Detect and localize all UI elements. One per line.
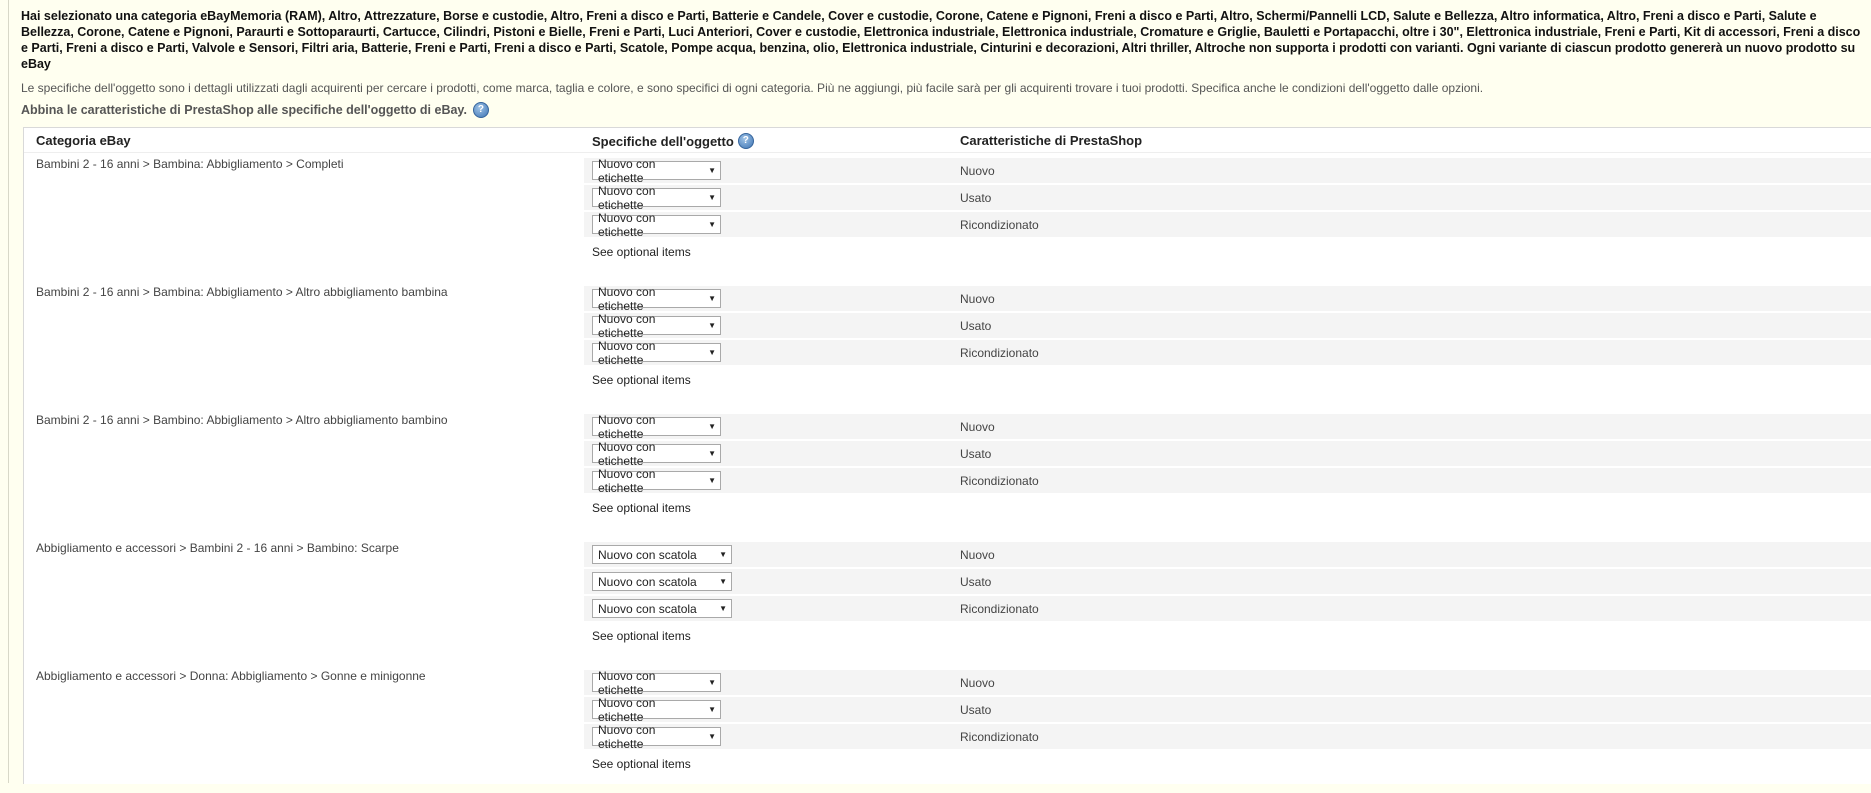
ebay-category-path: Bambini 2 - 16 anni > Bambina: Abbigliamento > Altro abbigliamento bambina: [36, 285, 448, 299]
category-group: [24, 409, 1871, 537]
ebay-category-path: Abbigliamento e accessori > Bambini 2 - 16 anni > Bambino: Scarpe: [36, 541, 399, 555]
chevron-down-icon: ▼: [719, 550, 727, 559]
prestashop-feature-value: Usato: [960, 702, 992, 717]
condition-select-value: Nuovo con etichette: [598, 183, 656, 212]
condition-select-value: Nuovo con etichette: [598, 695, 656, 724]
header-item-specifics: [592, 133, 754, 149]
prestashop-feature-value: Ricondizionato: [960, 217, 1039, 232]
chevron-down-icon: ▼: [708, 678, 716, 687]
specific-row: [584, 414, 1871, 439]
chevron-down-icon: ▼: [719, 604, 727, 613]
see-optional-items-link[interactable]: See optional items: [592, 757, 691, 771]
prestashop-feature-value: Usato: [960, 318, 992, 333]
chevron-down-icon: ▼: [708, 321, 716, 330]
specifics-table: [23, 127, 1871, 784]
category-group: [24, 537, 1871, 665]
prestashop-feature-value: Ricondizionato: [960, 729, 1039, 744]
condition-select-value: Nuovo con etichette: [598, 668, 656, 697]
item-specifics-description: Le specifiche dell'oggetto sono i dettagli utilizzati dagli acquirenti per cercare i prodotti, come marca, taglia e colore, e sono specifici di ogni categoria. Più ne aggiungi, più facile sarà per gli acquirenti trovare i tuoi prodotti. Specifica anche le condizioni dell'oggetto dalle opzioni.: [21, 81, 1484, 95]
table-header: [24, 128, 1871, 153]
chevron-down-icon: ▼: [708, 166, 716, 175]
specific-row: [584, 596, 1871, 621]
chevron-down-icon: ▼: [708, 220, 716, 229]
prestashop-feature-value: Ricondizionato: [960, 345, 1039, 360]
specific-row: [584, 468, 1871, 493]
condition-select[interactable]: [592, 466, 721, 495]
chevron-down-icon: ▼: [708, 449, 716, 458]
condition-select[interactable]: [592, 599, 732, 618]
condition-select-value: Nuovo con scatola: [598, 574, 697, 589]
prestashop-feature-value: Ricondizionato: [960, 601, 1039, 616]
specific-row: [584, 185, 1871, 210]
chevron-down-icon: ▼: [708, 705, 716, 714]
see-optional-items-link[interactable]: See optional items: [592, 245, 691, 259]
condition-select[interactable]: [592, 572, 732, 591]
condition-select[interactable]: [592, 412, 721, 441]
condition-select[interactable]: [592, 545, 732, 564]
header-prestashop-features-label: Caratteristiche di PrestaShop: [960, 133, 1143, 148]
condition-select-value: Nuovo con etichette: [598, 156, 656, 185]
prestashop-feature-value: Nuovo: [960, 163, 995, 178]
prestashop-feature-value: Nuovo: [960, 547, 995, 562]
specific-row: [584, 158, 1871, 183]
condition-select-value: Nuovo con etichette: [598, 311, 656, 340]
specific-row: [584, 313, 1871, 338]
prestashop-feature-value: Ricondizionato: [960, 473, 1039, 488]
specific-row: [584, 670, 1871, 695]
specific-row: [584, 340, 1871, 365]
chevron-down-icon: ▼: [708, 348, 716, 357]
prestashop-feature-value: Nuovo: [960, 675, 995, 690]
category-warning-text: Hai selezionato una categoria eBayMemoria (RAM), Altro, Attrezzature, Borse e custodie, Altro, Freni a disco e Parti, Batterie e Candele, Cover e custodie, Corone, Catene e Pignoni, Freni a disco e Parti, Altro, Schermi/Pannelli LCD, Salute e Bellezza, Altro informatica, Altro, Freni a disco e Parti, Salute e Bellezza, Corone, Catene e Pignoni, Paraurti e Sottoparaurti, Cartucce, Cilindri, Pistoni e Bielle, Freni e Parti, Luci Anteriori, Cover e custodie, Elettronica industriale, Elettronica industriale, Cromature e Griglie, Bauletti e Portapacchi, oltre i 30", Elettronica industriale, Freni e Parti, Kit di accessori, Freni a disco e Parti, Freni a disco e Parti, Valvole e Sensori, Filtri aria, Batterie, Freni e Parti, Freni a disco e Parti, Scatole, Pompe acqua, benzina, olio, Elettronica industriale, Cinturini e decorazioni, Altri thriller, Altroche non supporta i prodotti con varianti. Ogni variante di ciascun prodotto genererà un nuovo prodotto su eBay: [21, 9, 1861, 71]
prestashop-feature-value: Nuovo: [960, 419, 995, 434]
chevron-down-icon: ▼: [708, 476, 716, 485]
specific-row: [584, 212, 1871, 237]
header-ebay-category-label: Categoria eBay: [36, 133, 131, 148]
specific-row: [584, 542, 1871, 567]
match-label: Abbina le caratteristiche di PrestaShop alle specifiche dell'oggetto di eBay.: [21, 103, 467, 117]
category-group: [24, 281, 1871, 409]
specific-row: [584, 286, 1871, 311]
chevron-down-icon: ▼: [708, 422, 716, 431]
ebay-category-path: Bambini 2 - 16 anni > Bambino: Abbigliamento > Altro abbigliamento bambino: [36, 413, 448, 427]
condition-select[interactable]: [592, 156, 721, 185]
condition-select-value: Nuovo con etichette: [598, 412, 656, 441]
chevron-down-icon: ▼: [708, 294, 716, 303]
condition-select-value: Nuovo con etichette: [598, 466, 656, 495]
condition-select-value: Nuovo con scatola: [598, 547, 697, 562]
condition-select[interactable]: [592, 439, 721, 468]
prestashop-feature-value: Nuovo: [960, 291, 995, 306]
condition-select-value: Nuovo con etichette: [598, 722, 656, 751]
specific-row: [584, 441, 1871, 466]
see-optional-items-link[interactable]: See optional items: [592, 629, 691, 643]
condition-select[interactable]: [592, 284, 721, 313]
header-prestashop-features: [960, 133, 1142, 148]
item-specifics-help-icon[interactable]: ?: [738, 133, 754, 149]
prestashop-feature-value: Usato: [960, 190, 992, 205]
condition-select[interactable]: [592, 210, 721, 239]
see-optional-items-link[interactable]: See optional items: [592, 501, 691, 515]
chevron-down-icon: ▼: [708, 732, 716, 741]
condition-select-value: Nuovo con etichette: [598, 284, 656, 313]
help-icon[interactable]: ?: [473, 102, 489, 118]
category-group: [24, 153, 1871, 281]
prestashop-feature-value: Usato: [960, 446, 992, 461]
condition-select[interactable]: [592, 668, 721, 697]
condition-select[interactable]: [592, 183, 721, 212]
specific-row: [584, 724, 1871, 749]
ebay-specifics-panel: [8, 0, 1871, 783]
condition-select-value: Nuovo con etichette: [598, 338, 656, 367]
ebay-category-path: Bambini 2 - 16 anni > Bambina: Abbigliamento > Completi: [36, 157, 344, 171]
header-item-specifics-label: Specifiche dell'oggetto: [592, 133, 734, 149]
chevron-down-icon: ▼: [708, 193, 716, 202]
specific-row: [584, 569, 1871, 594]
table-body: [24, 153, 1871, 793]
condition-select[interactable]: [592, 338, 721, 367]
match-heading: [21, 102, 489, 118]
condition-select[interactable]: [592, 311, 721, 340]
condition-select-value: Nuovo con etichette: [598, 439, 656, 468]
category-group: [24, 665, 1871, 793]
header-ebay-category: [36, 133, 131, 148]
specific-row: [584, 697, 1871, 722]
chevron-down-icon: ▼: [719, 577, 727, 586]
condition-select[interactable]: [592, 695, 721, 724]
condition-select[interactable]: [592, 722, 721, 751]
ebay-category-path: Abbigliamento e accessori > Donna: Abbigliamento > Gonne e minigonne: [36, 669, 426, 683]
see-optional-items-link[interactable]: See optional items: [592, 373, 691, 387]
condition-select-value: Nuovo con scatola: [598, 601, 697, 616]
prestashop-feature-value: Usato: [960, 574, 992, 589]
condition-select-value: Nuovo con etichette: [598, 210, 656, 239]
